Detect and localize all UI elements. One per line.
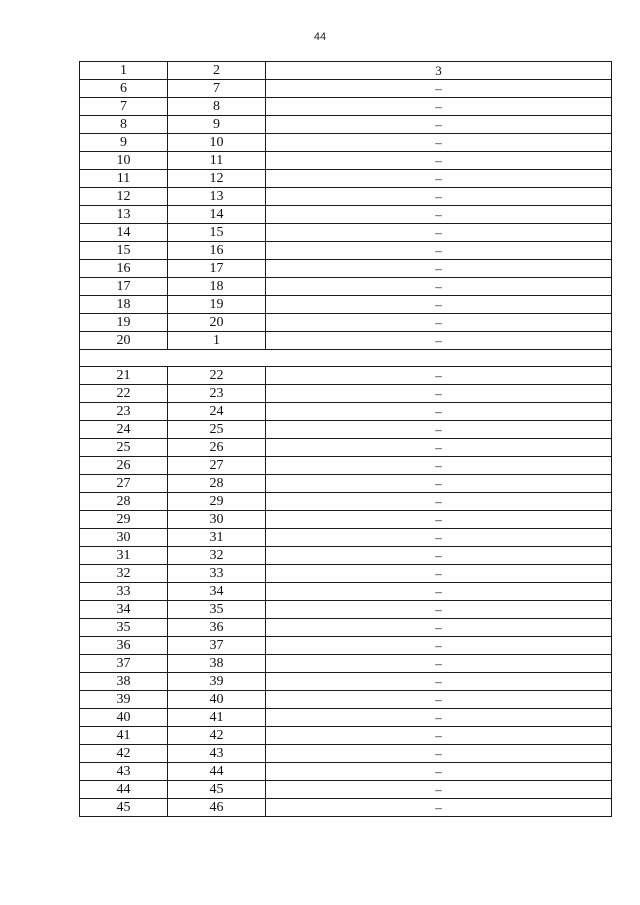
table-cell-col-1: 31 bbox=[80, 547, 168, 565]
table-row bbox=[80, 745, 612, 763]
table-cell-col-2: 24 bbox=[168, 403, 266, 421]
table-cell-col-3: – bbox=[266, 98, 612, 116]
header-cell-2: 2 bbox=[168, 62, 266, 80]
table-cell-col-3: – bbox=[266, 188, 612, 206]
table-cell-col-1: 13 bbox=[80, 206, 168, 224]
table-cell-col-2: 25 bbox=[168, 421, 266, 439]
table-cell-col-2: 34 bbox=[168, 583, 266, 601]
table-cell-col-1: 38 bbox=[80, 673, 168, 691]
table-row bbox=[80, 583, 612, 601]
table-cell-col-2: 16 bbox=[168, 242, 266, 260]
table-cell-col-2: 12 bbox=[168, 170, 266, 188]
table-cell-col-3: – bbox=[266, 709, 612, 727]
table-cell-col-1: 12 bbox=[80, 188, 168, 206]
table-cell-col-3: – bbox=[266, 637, 612, 655]
table-row bbox=[80, 278, 612, 296]
table-cell-col-2: 33 bbox=[168, 565, 266, 583]
table-row bbox=[80, 367, 612, 385]
table-cell-col-3: – bbox=[266, 403, 612, 421]
table-cell-col-1: 28 bbox=[80, 493, 168, 511]
table-cell-col-2: 36 bbox=[168, 619, 266, 637]
table-cell-col-2: 9 bbox=[168, 116, 266, 134]
table-cell-col-3: – bbox=[266, 242, 612, 260]
table-row bbox=[80, 547, 612, 565]
table-cell-col-3: – bbox=[266, 583, 612, 601]
table-cell-col-1: 9 bbox=[80, 134, 168, 152]
table-row bbox=[80, 781, 612, 799]
table-cell-col-2: 28 bbox=[168, 475, 266, 493]
table-cell-col-1: 42 bbox=[80, 745, 168, 763]
table-header-row bbox=[80, 62, 612, 80]
table-cell-col-3: – bbox=[266, 134, 612, 152]
table-cell-col-1: 35 bbox=[80, 619, 168, 637]
table-cell-col-2: 39 bbox=[168, 673, 266, 691]
table-cell-col-2: 26 bbox=[168, 439, 266, 457]
table-cell-col-1: 10 bbox=[80, 152, 168, 170]
table-cell-col-2: 8 bbox=[168, 98, 266, 116]
table-cell-col-2: 10 bbox=[168, 134, 266, 152]
table-row bbox=[80, 637, 612, 655]
table-row bbox=[80, 727, 612, 745]
table-row bbox=[80, 206, 612, 224]
table-cell-col-1: 17 bbox=[80, 278, 168, 296]
table-cell-col-1: 33 bbox=[80, 583, 168, 601]
table-row bbox=[80, 763, 612, 781]
table-cell-col-3: – bbox=[266, 745, 612, 763]
table-cell-col-1: 7 bbox=[80, 98, 168, 116]
table-cell-col-3: – bbox=[266, 601, 612, 619]
table-cell-col-3: – bbox=[266, 475, 612, 493]
table-cell-col-2: 17 bbox=[168, 260, 266, 278]
table-cell-col-3: – bbox=[266, 799, 612, 817]
table-row bbox=[80, 188, 612, 206]
table-cell-col-2: 18 bbox=[168, 278, 266, 296]
table-cell-col-1: 34 bbox=[80, 601, 168, 619]
table-cell-col-3: – bbox=[266, 655, 612, 673]
table-cell-col-2: 29 bbox=[168, 493, 266, 511]
data-table bbox=[79, 61, 612, 817]
page-number: 44 bbox=[313, 31, 327, 43]
table-cell-col-1: 37 bbox=[80, 655, 168, 673]
table-cell-col-1: 30 bbox=[80, 529, 168, 547]
table-cell-col-2: 15 bbox=[168, 224, 266, 242]
table-cell-col-1: 32 bbox=[80, 565, 168, 583]
table-cell-col-2: 22 bbox=[168, 367, 266, 385]
table-cell-col-1: 8 bbox=[80, 116, 168, 134]
table-cell-col-3: – bbox=[266, 116, 612, 134]
table-cell-col-3: – bbox=[266, 619, 612, 637]
table-row bbox=[80, 152, 612, 170]
table-cell-col-2: 1 bbox=[168, 332, 266, 350]
table-cell-col-2: 46 bbox=[168, 799, 266, 817]
table-row bbox=[80, 224, 612, 242]
table-cell-col-1: 29 bbox=[80, 511, 168, 529]
table-cell-col-2: 38 bbox=[168, 655, 266, 673]
table-cell-col-3: – bbox=[266, 206, 612, 224]
table-row bbox=[80, 314, 612, 332]
table-cell-col-2: 44 bbox=[168, 763, 266, 781]
table-cell-col-1: 44 bbox=[80, 781, 168, 799]
table-cell-col-3: – bbox=[266, 763, 612, 781]
table-row bbox=[80, 116, 612, 134]
table-row bbox=[80, 98, 612, 116]
table-row bbox=[80, 529, 612, 547]
table-cell-col-1: 25 bbox=[80, 439, 168, 457]
table-cell-col-2: 20 bbox=[168, 314, 266, 332]
table-cell-col-2: 40 bbox=[168, 691, 266, 709]
table-cell-col-2: 27 bbox=[168, 457, 266, 475]
table-row bbox=[80, 403, 612, 421]
table-row bbox=[80, 421, 612, 439]
table-cell-col-2: 14 bbox=[168, 206, 266, 224]
table-row bbox=[80, 709, 612, 727]
table-cell-col-3: – bbox=[266, 457, 612, 475]
table-row bbox=[80, 80, 612, 98]
table-cell-col-1: 11 bbox=[80, 170, 168, 188]
table-row bbox=[80, 619, 612, 637]
table-cell-col-1: 19 bbox=[80, 314, 168, 332]
table-cell-col-1: 15 bbox=[80, 242, 168, 260]
table-row bbox=[80, 170, 612, 188]
table-cell-col-3: – bbox=[266, 80, 612, 98]
table-cell-col-3: – bbox=[266, 547, 612, 565]
table-cell-col-1: 22 bbox=[80, 385, 168, 403]
table-row bbox=[80, 475, 612, 493]
header-cell-1: 1 bbox=[80, 62, 168, 80]
table-cell-col-1: 6 bbox=[80, 80, 168, 98]
table-cell-col-3: – bbox=[266, 367, 612, 385]
table-row bbox=[80, 296, 612, 314]
table-row bbox=[80, 601, 612, 619]
table-cell-col-2: 42 bbox=[168, 727, 266, 745]
table-row bbox=[80, 242, 612, 260]
table-cell-col-1: 24 bbox=[80, 421, 168, 439]
table-cell-col-1: 39 bbox=[80, 691, 168, 709]
table-row bbox=[80, 673, 612, 691]
table-cell-col-3: – bbox=[266, 332, 612, 350]
table-cell-col-2: 30 bbox=[168, 511, 266, 529]
table-row bbox=[80, 691, 612, 709]
table-cell-col-1: 40 bbox=[80, 709, 168, 727]
table-cell-col-1: 26 bbox=[80, 457, 168, 475]
table-cell-col-3: – bbox=[266, 511, 612, 529]
table-body bbox=[80, 62, 612, 817]
table-cell-col-1: 21 bbox=[80, 367, 168, 385]
table-cell-col-3: – bbox=[266, 781, 612, 799]
table-cell-col-1: 20 bbox=[80, 332, 168, 350]
table-cell-col-2: 11 bbox=[168, 152, 266, 170]
table-row bbox=[80, 439, 612, 457]
table-row bbox=[80, 493, 612, 511]
table-cell-col-1: 23 bbox=[80, 403, 168, 421]
table-row bbox=[80, 457, 612, 475]
table-cell-col-2: 43 bbox=[168, 745, 266, 763]
table-cell-col-3: – bbox=[266, 152, 612, 170]
table-row bbox=[80, 332, 612, 350]
table-group-separator bbox=[80, 350, 612, 367]
table-cell-col-1: 14 bbox=[80, 224, 168, 242]
table-cell-col-2: 45 bbox=[168, 781, 266, 799]
table-cell-col-1: 43 bbox=[80, 763, 168, 781]
table-cell-col-3: – bbox=[266, 385, 612, 403]
table-cell-col-1: 18 bbox=[80, 296, 168, 314]
table-cell-col-3: – bbox=[266, 493, 612, 511]
table-cell-col-3: – bbox=[266, 224, 612, 242]
table-row bbox=[80, 260, 612, 278]
table-cell-col-1: 36 bbox=[80, 637, 168, 655]
table-cell-col-3: – bbox=[266, 314, 612, 332]
table-cell-col-2: 35 bbox=[168, 601, 266, 619]
table-cell-col-3: – bbox=[266, 439, 612, 457]
table-cell-col-3: – bbox=[266, 278, 612, 296]
table-row bbox=[80, 565, 612, 583]
table-cell-col-3: – bbox=[266, 727, 612, 745]
table-cell-col-1: 45 bbox=[80, 799, 168, 817]
table-cell-col-3: – bbox=[266, 170, 612, 188]
table-cell-col-3: – bbox=[266, 691, 612, 709]
table-cell-col-3: – bbox=[266, 421, 612, 439]
table-cell-col-1: 16 bbox=[80, 260, 168, 278]
table-row bbox=[80, 511, 612, 529]
separator-cell bbox=[80, 350, 612, 367]
table-cell-col-2: 23 bbox=[168, 385, 266, 403]
table-cell-col-2: 13 bbox=[168, 188, 266, 206]
table-cell-col-2: 31 bbox=[168, 529, 266, 547]
table-cell-col-1: 41 bbox=[80, 727, 168, 745]
table-cell-col-2: 19 bbox=[168, 296, 266, 314]
header-cell-3: 3 bbox=[266, 62, 612, 80]
table-cell-col-2: 7 bbox=[168, 80, 266, 98]
table-cell-col-3: – bbox=[266, 529, 612, 547]
table-cell-col-2: 41 bbox=[168, 709, 266, 727]
table-row bbox=[80, 799, 612, 817]
table-row bbox=[80, 655, 612, 673]
table-cell-col-3: – bbox=[266, 565, 612, 583]
table-cell-col-3: – bbox=[266, 673, 612, 691]
table-row bbox=[80, 385, 612, 403]
table-cell-col-1: 27 bbox=[80, 475, 168, 493]
table-row bbox=[80, 134, 612, 152]
table-cell-col-2: 37 bbox=[168, 637, 266, 655]
table-cell-col-2: 32 bbox=[168, 547, 266, 565]
table-cell-col-3: – bbox=[266, 296, 612, 314]
table-cell-col-3: – bbox=[266, 260, 612, 278]
